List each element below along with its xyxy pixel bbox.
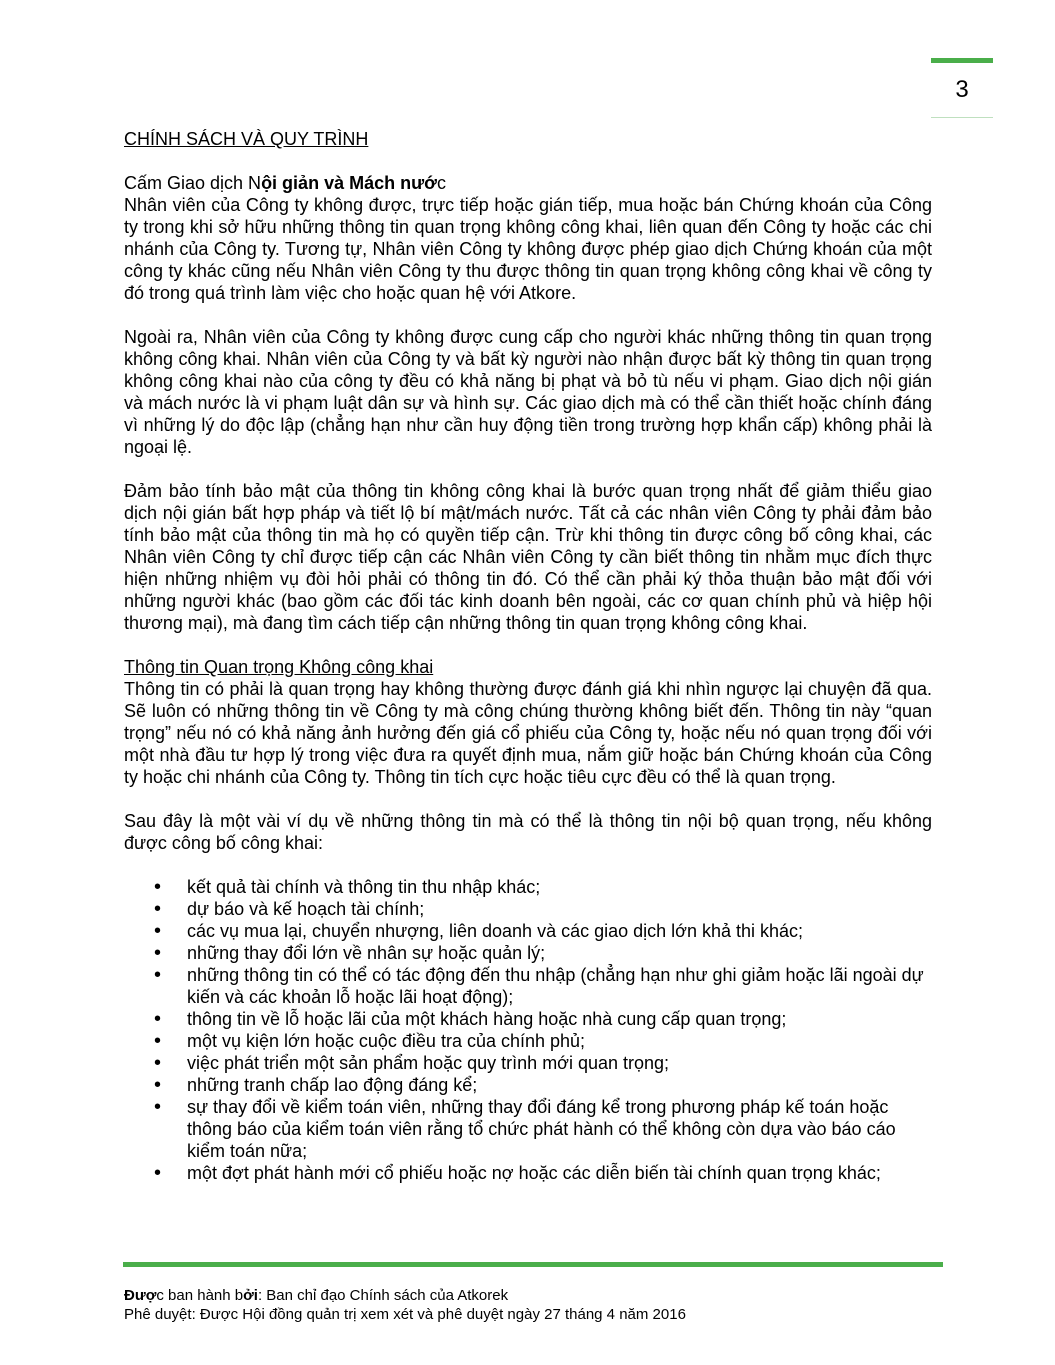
subsection-title-bold: ội giản và Mách nướ [261,173,437,193]
footer-rule [123,1262,943,1267]
subsection-title-insider-trading [124,172,932,194]
paragraph: Đảm bảo tính bảo mật của thông tin không công khai là bước quan trọng nhất để giảm thiểu giao dịch nội gián bất hợp pháp và tiết lộ bí mật/mách nước. Tất cả các nhân viên Công ty phải đảm bảo tính bảo mật của thông tin mà họ có quyền tiếp cận. Trừ khi thông tin được công bố công khai, các Nhân viên Công ty chỉ được tiếp cận các Nhân viên Công ty cần biết thông tin nhằm mục đích thực hiện những nhiệm vụ đòi hỏi phải có thông tin đó. Có thể cần phải ký thỏa thuận bảo mật đối với những người khác (bao gồm các đối tác kinh doanh bên ngoài, các cơ quan chính phủ và hiệp hội thương mại), mà đang tìm cách tiếp cận những thông tin quan trọng không công khai. [124,481,932,633]
paragraph: Thông tin có phải là quan trọng hay không thường được đánh giá khi nhìn ngược lại chuyện đã qua. Sẽ luôn có những thông tin về Công ty mà công chúng thường không biết đến. Thông tin này “quan trọng” nếu nó có khả năng ảnh hưởng đến giá cổ phiếu của Công ty, hoặc nếu nó quan trọng đối với một nhà đầu tư hợp lý trong việc đưa ra quyết định mua, nắm giữ hoặc bán Chứng khoán của Công ty hoặc chi nhánh của Công ty. Thông tin tích cực hoặc tiêu cực đều có thể là quan trọng. [124,679,932,787]
list-item: • thông tin về lỗ hoặc lãi của một khách hàng hoặc nhà cung cấp quan trọng; [124,1008,932,1030]
page-number-bottom-rule [931,117,993,118]
page-number-top-rule [931,58,993,63]
list-item: • một vụ kiện lớn hoặc cuộc điều tra của chính phủ; [124,1030,932,1052]
footer-approval [124,1305,686,1324]
footer-issued-by [124,1286,686,1305]
footer [124,1286,686,1324]
subsection-title-material-info: Thông tin Quan trọng Không công khai [124,657,434,677]
list-item: • sự thay đổi về kiểm toán viên, những thay đổi đáng kể trong phương pháp kế toán hoặc thông báo của kiểm toán viên rằng tổ chức phát hành có thể không còn dựa vào báo cáo kiểm toán nữa; [124,1096,932,1162]
footer-issued-label-bold2: ởi [243,1287,258,1304]
page-number: 3 [955,76,969,103]
list-item: • các vụ mua lại, chuyển nhượng, liên doanh và các giao dịch lớn khả thi khác; [124,920,932,942]
list-item: • những thông tin có thể có tác động đến thu nhập (chẳng hạn như ghi giảm hoặc lãi ngoài dự kiến và các khoản lỗ hoặc lãi hoạt động); [124,964,932,1008]
list-item: • một đợt phát hành mới cổ phiếu hoặc nợ hoặc các diễn biến tài chính quan trọng khác; [124,1162,932,1184]
list-item: • kết quả tài chính và thông tin thu nhập khác; [124,876,932,898]
list-item: • dự báo và kế hoạch tài chính; [124,898,932,920]
examples-list [124,876,932,1184]
paragraph: Nhân viên của Công ty không được, trực tiếp hoặc gián tiếp, mua hoặc bán Chứng khoán của Công ty trong khi sở hữu những thông tin quan trọng không công khai, liên quan đến Công ty hoặc các chi nhánh của Công ty. Tương tự, Nhân viên Công ty không được phép giao dịch Chứng khoán của một công ty khác cũng nếu Nhân viên Công ty thu được thông tin quan trọng không công khai về công ty đó trong quá trình làm việc cho hoặc quan hệ với Atkore. [124,195,932,303]
list-item: • những tranh chấp lao động đáng kể; [124,1074,932,1096]
footer-issued-label-bold: Đượ [124,1287,157,1304]
document-body [124,128,932,1184]
footer-approval-value: : Được Hội đồng quản trị xem xét và phê duyệt ngày 27 tháng 4 năm 2016 [191,1306,686,1323]
footer-issued-value: : Ban chỉ đạo Chính sách của Atkorek [257,1287,509,1304]
subsection-title-part: Cấm Giao dịch N [124,173,262,193]
paragraph: Ngoài ra, Nhân viên của Công ty không được cung cấp cho người khác những thông tin quan trọng không công khai. Nhân viên của Công ty và bất kỳ người nào nhận được bất kỳ thông tin quan trọng không công khai nào của công ty đều có khả năng bị phạt và bỏ tù nếu vi phạm. Giao dịch nội gián và mách nước là vi phạm luật dân sự và hình sự. Các giao dịch mà có thể cần thiết hoặc chính đáng vì những lý do độc lập (chẳng hạn như cần huy động tiền trong trường hợp khẩn cấp) không phải là ngoại lệ. [124,327,932,457]
section-title: CHÍNH SÁCH VÀ QUY TRÌNH [124,129,369,149]
subsection-title-end: c [436,173,446,193]
footer-approval-label: Phê duyệt [124,1306,192,1323]
paragraph: Sau đây là một vài ví dụ về những thông tin mà có thể là thông tin nội bộ quan trọng, nếu không được công bố công khai: [124,811,932,853]
list-item: • những thay đổi lớn về nhân sự hoặc quản lý; [124,942,932,964]
list-item: • việc phát triển một sản phẩm hoặc quy trình mới quan trọng; [124,1052,932,1074]
footer-issued-label: c ban hành b [156,1287,244,1304]
